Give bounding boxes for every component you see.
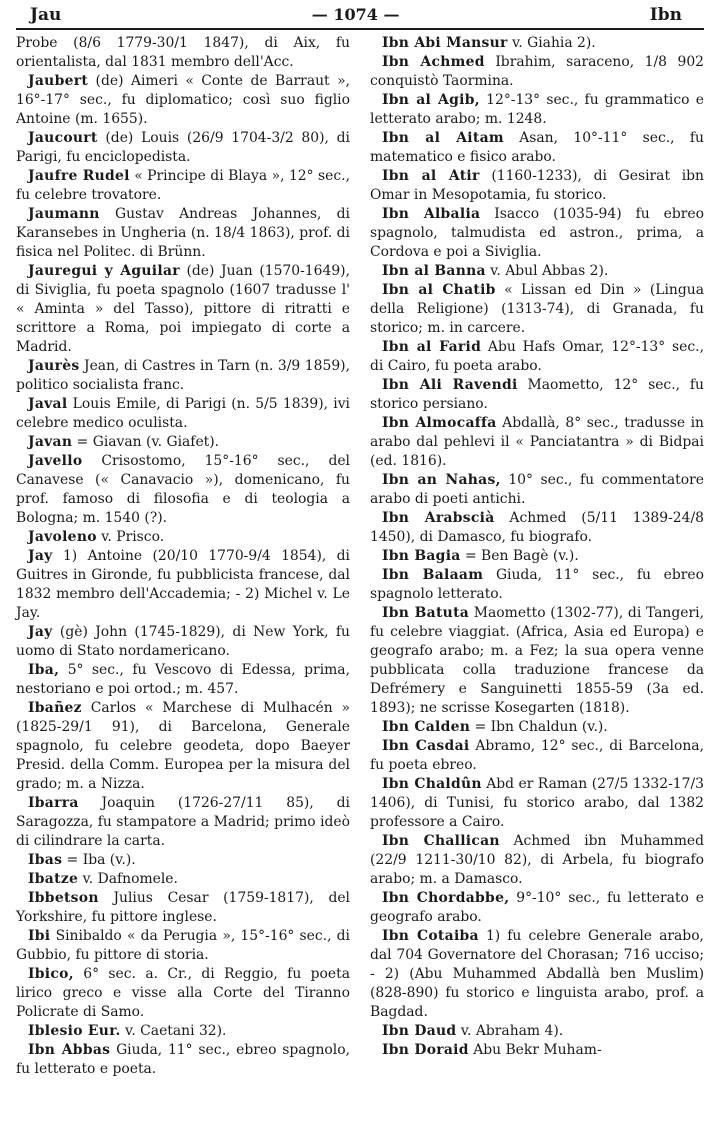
entry-headword: Ibn Batuta (382, 605, 470, 621)
entry-headword: Ibn Chordabbe, (382, 890, 510, 906)
dictionary-entry (370, 927, 704, 1022)
entry-text: (de) Aimeri « Conte de Barraut », 16°-17° sec., fu diplomatico; così suo figlio Antoine (m. 1655). (16, 73, 350, 127)
entry-headword: Ibn an Nahas, (382, 472, 501, 488)
entry-text: v. Caetani 32). (125, 1023, 227, 1039)
dictionary-entry (370, 414, 704, 471)
entry-text: Achmed (5/11 1389-24/8 1450), di Damasco, fu biografo. (370, 510, 704, 545)
entry-headword: Ibn al Atir (382, 168, 480, 184)
entry-headword: Ibbetson (28, 890, 99, 906)
dictionary-entry (370, 53, 704, 91)
dictionary-entry (16, 129, 350, 167)
entry-headword: Ibi (28, 928, 51, 944)
entry-text: « Principe di Blaya », 12° sec., fu celebre trovatore. (16, 168, 350, 203)
page-number: — 1074 — (311, 5, 400, 24)
dictionary-entry (370, 91, 704, 129)
dictionary-entry (16, 357, 350, 395)
entry-text: Giuda, 11° sec., ebreo spagnolo, fu letterato e poeta. (16, 1042, 351, 1077)
entry-text: (1160-1233), di Gesirat ibn Omar in Mesopotamia, fu storico. (370, 168, 704, 203)
dictionary-entry (16, 870, 350, 889)
entry-text: v. Giahia 2). (512, 35, 596, 51)
entry-text: Abu Bekr Muham- (473, 1042, 602, 1058)
entry-text: Giuda, 11° sec., fu ebreo spagnolo letterato. (370, 567, 704, 602)
entry-headword: Ibatze (28, 871, 79, 887)
dictionary-entry (16, 699, 350, 794)
entry-text: 1) fu celebre Generale arabo, dal 704 Governatore del Chorasan; 716 ucciso; - 2) (Abu Muhammed Abdallà ben Muslim) (828-890) fu storico e linguista arabo, prof. a Bagdad. (370, 928, 704, 1020)
page-header (16, 2, 704, 28)
entry-headword: Ibico, (28, 966, 74, 982)
entry-headword: Jaucourt (28, 130, 98, 146)
dictionary-entry (370, 547, 704, 566)
entry-text: 12°-13° sec., fu grammatico e letterato arabo; m. 1248. (370, 92, 704, 127)
entry-text: = Ibn Chaldun (v.). (474, 719, 608, 735)
dictionary-entry (370, 376, 704, 414)
entry-text: (de) Juan (1570-1649), di Siviglia, fu poeta spagnolo (1607 tradusse l' « Aminta » del Tasso), pittore di ritratti e scrittore a Roma, poi impiegato di corte a Madrid. (16, 263, 350, 355)
entry-text: (de) Louis (26/9 1704-3/2 80), di Parigi, fu enciclopedista. (16, 130, 350, 165)
dictionary-entry (16, 794, 350, 851)
entry-headword: Ibn Chaldûn (382, 776, 482, 792)
dictionary-entry (16, 452, 350, 528)
entry-text: Asan, 10°-11° sec., fu matematico e fisico arabo. (370, 130, 705, 165)
dictionary-entry (16, 262, 350, 357)
dictionary-entry (370, 281, 704, 338)
columns (16, 34, 704, 1079)
entry-headword: Ibn Challican (382, 833, 500, 849)
entry-text: Abd er Raman (27/5 1332-17/3 1406), di Tunisi, fu storico arabo, dal 1382 professore a Cairo. (370, 776, 704, 830)
dictionary-entry (370, 832, 704, 889)
entry-text: Probe (8/6 1779-30/1 1847), di Aix, fu orientalista, dal 1831 membro dell'Acc. (16, 35, 350, 70)
dictionary-entry (370, 167, 704, 205)
entry-headword: Ibn Arabscià (382, 510, 495, 526)
entry-headword: Ibn Bagia (382, 548, 461, 564)
dictionary-entry (370, 129, 704, 167)
dictionary-entry (16, 433, 350, 452)
dictionary-entry (16, 1041, 350, 1079)
entry-headword: Ibn al Farid (382, 339, 482, 355)
dictionary-entry (370, 604, 704, 718)
dictionary-entry (16, 167, 350, 205)
entry-text: Crisostomo, 15°-16° sec., del Canavese (« Canavacio »), domenicano, fu prof. famoso di filosofia e di teologia a Bologna; m. 1540 (?). (16, 453, 350, 526)
entry-headword: Ibn Abi Mansur (382, 35, 508, 51)
dictionary-entry (370, 1022, 704, 1041)
entry-headword: Iba, (28, 662, 60, 678)
entry-headword: Ibn al Aitam (382, 130, 504, 146)
entry-text: = Ben Bagè (v.). (465, 548, 579, 564)
entry-text: Sinibaldo « da Perugia », 15°-16° sec., di Gubbio, fu pittore di storia. (16, 928, 350, 963)
entry-headword: Ibn al Agib, (382, 92, 480, 108)
dictionary-entry (16, 661, 350, 699)
entry-text: v. Abul Abbas 2). (490, 263, 609, 279)
entry-headword: Jay (28, 624, 53, 640)
entry-headword: Ibarra (28, 795, 79, 811)
entry-headword: Jaufre Rudel (28, 168, 130, 184)
entry-text: 10° sec., fu commentatore arabo di poeti antichi. (370, 472, 704, 507)
dictionary-entry (16, 927, 350, 965)
entry-text: Jean, di Castres in Tarn (n. 3/9 1859), politico socialista franc. (16, 358, 350, 393)
header-rule (16, 28, 704, 30)
entry-headword: Ibn al Banna (382, 263, 486, 279)
entry-text: Ibrahim, saraceno, 1/8 902 conquistò Taormina. (370, 54, 704, 89)
dictionary-entry (370, 34, 704, 53)
entry-text: v. Dafnomele. (82, 871, 178, 887)
entry-text: Abdallà, 8° sec., tradusse in arabo dal pehlevi il « Panciatantra » di Bidpai (ed. 1816). (370, 415, 704, 469)
dictionary-entry (370, 338, 704, 376)
entry-headword: Ibañez (28, 700, 82, 716)
dictionary-entry (16, 1022, 350, 1041)
entry-headword: Jay (28, 548, 53, 564)
entry-text: 1) Antoine (20/10 1770-9/4 1854), di Guitres in Gironde, fu pubblicista francese, dal 1832 membro dell'Accademia; - 2) Michel v. Le Jay. (16, 548, 350, 621)
entry-text: = Iba (v.). (66, 852, 136, 868)
dictionary-entry (16, 395, 350, 433)
entry-headword: Jaubert (28, 73, 89, 89)
entry-text: 9°-10° sec., fu letterato e geografo arabo. (370, 890, 704, 925)
dictionary-entry (16, 34, 350, 72)
entry-text: Maometto (1302-77), di Tangeri, fu celebre viaggiat. (Africa, Asia ed Europa) e geografo arabo; m. a Fez; la sua opera venne pubblicata colla traduzione francese da Defrémery e Sanguinetti 1855-59 (3a ed. 1893); ne scrisse Kosegarten (1818). (370, 605, 704, 716)
entry-headword: Ibn Daud (382, 1023, 457, 1039)
dictionary-entry (370, 566, 704, 604)
dictionary-entry (16, 623, 350, 661)
entry-headword: Javello (28, 453, 83, 469)
entry-text: « Lissan ed Din » (Lingua della Religione) (1313-74), di Granada, fu storico; m. in carcere. (370, 282, 705, 336)
entry-text: = Giavan (v. Giafet). (76, 434, 220, 450)
dictionary-entry (16, 205, 350, 262)
dictionary-entry (370, 205, 704, 262)
entry-headword: Ibas (28, 852, 63, 868)
right-column (370, 34, 704, 1079)
entry-headword: Javan (28, 434, 73, 450)
entry-text: Abramo, 12° sec., di Barcelona, fu poeta ebreo. (370, 738, 705, 773)
dictionary-entry (370, 509, 704, 547)
dictionary-entry (16, 851, 350, 870)
entry-headword: Jaurès (28, 358, 80, 374)
dictionary-entry (370, 262, 704, 281)
entry-text: Julius Cesar (1759-1817), del Yorkshire, fu pittore inglese. (16, 890, 350, 925)
entry-text: Maometto, 12° sec., fu storico persiano. (370, 377, 704, 412)
entry-text: Abu Hafs Omar, 12°-13° sec., di Cairo, fu poeta arabo. (370, 339, 704, 374)
entry-text: Isacco (1035-94) fu ebreo spagnolo, talmudista ed astron., prima, a Cordova e poi a Siviglia. (370, 206, 704, 260)
entry-headword: Ibn Cotaiba (382, 928, 479, 944)
header-left-guideword: Jau (30, 5, 62, 25)
dictionary-entry (16, 965, 350, 1022)
entry-headword: Ibn Doraid (382, 1042, 469, 1058)
entry-headword: Ibn Abbas (28, 1042, 111, 1058)
entry-headword: Ibn Ali Ravendi (382, 377, 518, 393)
dictionary-entry (370, 1041, 704, 1060)
entry-text: Achmed ibn Muhammed (22/9 1211-30/10 82), di Arbela, fu biografo arabo; m. a Damasco. (370, 833, 705, 887)
entry-text: 6° sec. a. Cr., di Reggio, fu poeta lirico greco e visse alla Corte del Tiranno Policrate di Samo. (16, 966, 350, 1020)
entry-headword: Ibn Albalia (382, 206, 481, 222)
dictionary-entry (16, 889, 350, 927)
entry-headword: Jauregui y Aguilar (28, 263, 180, 279)
entry-text: Gustav Andreas Johannes, di Karansebes in Ungheria (n. 18/4 1863), prof. di fisica nel Politec. di Brünn. (16, 206, 351, 260)
dictionary-entry (370, 737, 704, 775)
entry-headword: Ibn Achmed (382, 54, 485, 70)
dictionary-entry (370, 471, 704, 509)
entry-headword: Ibn al Chatib (382, 282, 496, 298)
dictionary-entry (16, 528, 350, 547)
dictionary-entry (370, 889, 704, 927)
entry-headword: Javal (28, 396, 68, 412)
entry-headword: Iblesio Eur. (28, 1023, 121, 1039)
entry-text: 5° sec., fu Vescovo di Edessa, prima, nestoriano e poi ortod.; m. 457. (16, 662, 350, 697)
entry-text: Louis Emile, di Parigi (n. 5/5 1839), ivi celebre medico oculista. (16, 396, 350, 431)
dictionary-entry (370, 718, 704, 737)
entry-text: (gè) John (1745-1829), di New York, fu uomo di Stato nordamericano. (16, 624, 350, 659)
entry-text: Joaquin (1726-27/11 85), di Saragozza, fu stampatore a Madrid; primo ideò di cilindrare la carta. (16, 795, 350, 849)
entry-headword: Ibn Almocaffa (382, 415, 497, 431)
entry-headword: Ibn Calden (382, 719, 471, 735)
entry-headword: Ibn Balaam (382, 567, 484, 583)
entry-headword: Jaumann (28, 206, 100, 222)
dictionary-entry (370, 775, 704, 832)
left-column (16, 34, 350, 1079)
dictionary-entry (16, 547, 350, 623)
entry-headword: Ibn Casdai (382, 738, 470, 754)
entry-headword: Javoleno (28, 529, 97, 545)
dictionary-entry (16, 72, 350, 129)
header-right-guideword: Ibn (649, 5, 682, 25)
entry-text: v. Prisco. (101, 529, 165, 545)
entry-text: v. Abraham 4). (460, 1023, 564, 1039)
entry-text: Carlos « Marchese di Mulhacén » (1825-29/1 91), di Barcelona, Generale spagnolo, fu celebre geodeta, dopo Baeyer Presid. della Comm. Europea per la misura del grado; m. a Nizza. (16, 700, 350, 792)
